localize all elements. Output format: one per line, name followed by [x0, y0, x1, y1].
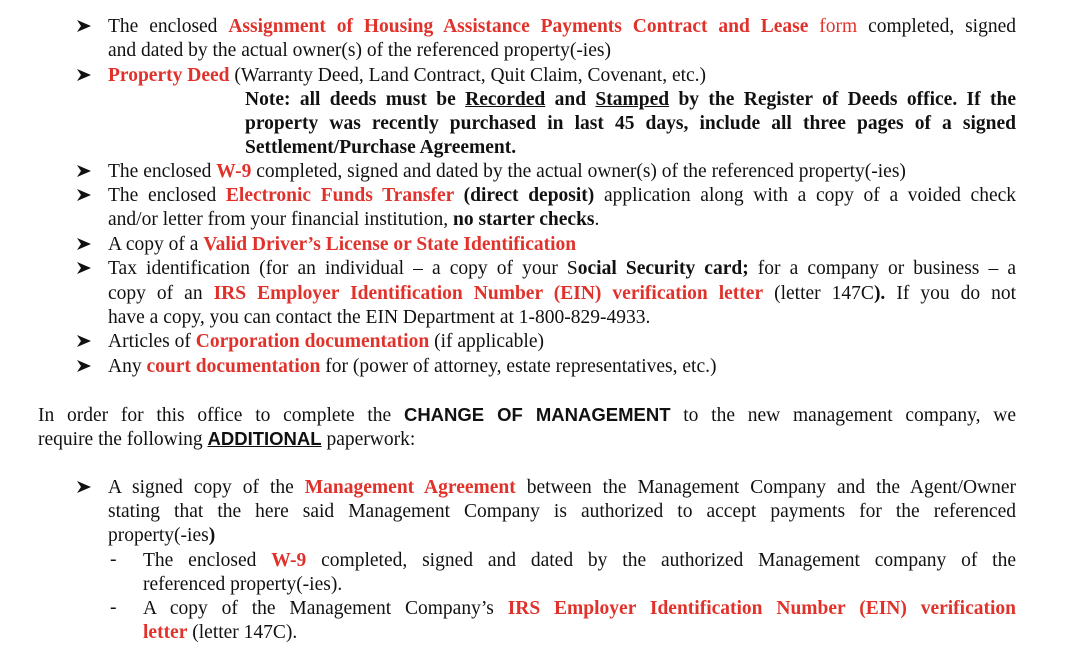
- paragraph-row: [0, 403, 1074, 427]
- arrow-bullet-icon: [75, 66, 93, 84]
- deed-note-line: property was recently purchased in last 45 days, include all three pages of a signed: [245, 113, 1016, 134]
- sub-item-line: referenced property(-ies).: [143, 574, 343, 595]
- list-item-line: The enclosed W-9 completed, signed and dated by the actual owner(s) of the referenced property(-ies): [108, 161, 906, 182]
- list-item-court: [0, 355, 1074, 379]
- deed-note-continuation: [0, 112, 1074, 136]
- sub-item-continuation: [0, 621, 1074, 645]
- paragraph-line: In order for this office to complete the CHANGE OF MANAGEMENT to the new management company, we: [38, 404, 1016, 426]
- sub-item-w9-management: [0, 549, 1074, 573]
- list-item-line: Articles of Corporation documentation (if applicable): [108, 331, 544, 352]
- deed-note-continuation: [0, 136, 1074, 160]
- sub-item-continuation: [0, 573, 1074, 597]
- list-item-eft: [0, 184, 1074, 208]
- arrow-bullet-icon: [75, 478, 93, 496]
- list-item-line: property(-ies): [108, 525, 216, 546]
- list-item-w9-owner: [0, 160, 1074, 184]
- list-item-property-deed: [0, 64, 1074, 88]
- list-item-line: A signed copy of the Management Agreement between the Management Company and the Agent/Owner: [108, 477, 1017, 498]
- dash-bullet: -: [110, 549, 117, 570]
- list-item-corporation: [0, 330, 1074, 354]
- arrow-bullet-icon: [75, 332, 93, 350]
- arrow-bullet-icon: [75, 235, 93, 253]
- list-item-continuation: [0, 39, 1074, 63]
- dash-bullet: -: [110, 597, 117, 618]
- paragraph-row: [0, 427, 1074, 451]
- arrow-bullet-icon: [75, 259, 93, 277]
- arrow-bullet-icon: [75, 17, 93, 35]
- sub-item-line: letter (letter 147C).: [143, 622, 298, 643]
- arrow-bullet-icon: [75, 162, 93, 180]
- arrow-bullet-icon: [75, 357, 93, 375]
- assignment-form-link-text: Assignment of Housing Assistance Payments Contract and Lease: [228, 16, 809, 37]
- list-item-drivers-license: [0, 233, 1074, 257]
- deed-note: [0, 88, 1074, 112]
- list-item-line: have a copy, you can contact the EIN Department at 1-800-829-4933.: [108, 307, 651, 328]
- list-item-line: and/or letter from your financial institution, no starter checks.: [108, 209, 600, 230]
- sub-item-line: The enclosed W-9 completed, signed and dated by the authorized Management company of the: [143, 550, 1016, 571]
- arrow-bullet-icon: [75, 186, 93, 204]
- list-item-line: Tax identification (for an individual – a copy of your Social Security card; for a company or business – a: [108, 258, 1016, 279]
- list-item-line: The enclosed Electronic Funds Transfer (direct deposit) application along with a copy of a voided check: [108, 185, 1017, 206]
- list-item-line: stating that the here said Management Company is authorized to accept payments for the referenced: [108, 501, 1016, 522]
- list-item-line: Property Deed (Warranty Deed, Land Contract, Quit Claim, Covenant, etc.): [108, 65, 707, 86]
- list-item-assignment: [0, 15, 1074, 39]
- list-item-line: copy of an IRS Employer Identification Number (EIN) verification letter (letter 147C). If you do not: [108, 283, 1017, 304]
- deed-note-line: Settlement/Purchase Agreement.: [245, 137, 517, 158]
- list-item-line: The enclosed Assignment of Housing Assistance Payments Contract and Lease form completed, signed: [108, 16, 1017, 37]
- list-item-line: A copy of a Valid Driver’s License or State Identification: [108, 234, 577, 255]
- list-item-continuation: [0, 208, 1074, 232]
- list-item-tax-id: [0, 257, 1074, 281]
- list-item-continuation: [0, 282, 1074, 306]
- list-item-line: and dated by the actual owner(s) of the referenced property(-ies): [108, 40, 611, 61]
- deed-note-line: Note: all deeds must be Recorded and Stamped by the Register of Deeds office. If the: [245, 89, 1016, 110]
- sub-item-line: A copy of the Management Company’s IRS Employer Identification Number (EIN) verification: [143, 598, 1017, 619]
- sub-item-ein-management: [0, 597, 1074, 621]
- list-item-management-agreement: [0, 476, 1074, 500]
- list-item-continuation: [0, 306, 1074, 330]
- list-item-line: Any court documentation for (power of attorney, estate representatives, etc.): [108, 356, 717, 377]
- list-item-continuation: [0, 524, 1074, 548]
- paragraph-line: require the following ADDITIONAL paperwork:: [38, 428, 416, 450]
- list-item-continuation: [0, 500, 1074, 524]
